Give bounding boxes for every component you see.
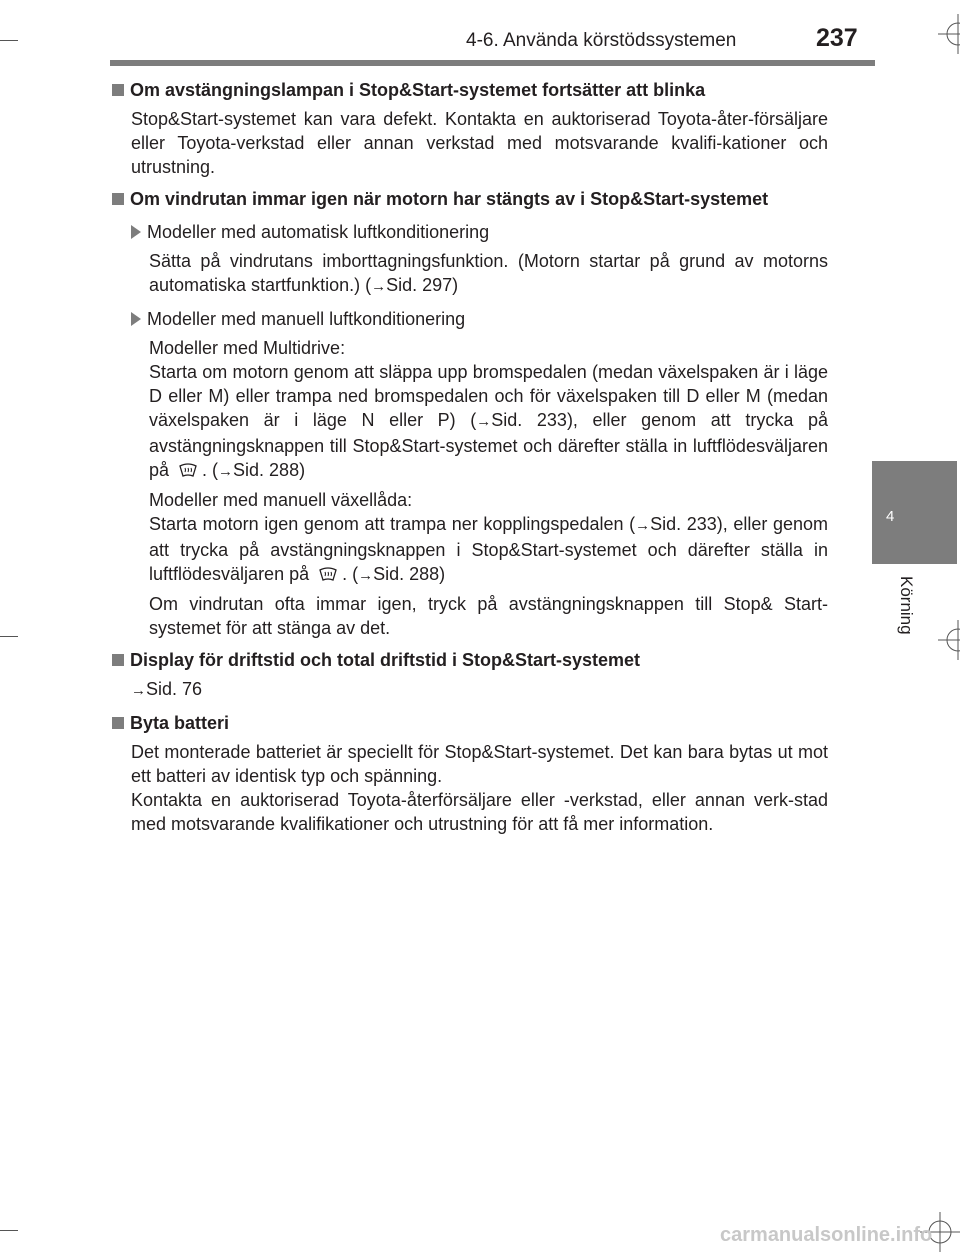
section-heading: Display för driftstid och total driftstid i Stop&Start-systemet	[112, 648, 828, 673]
section-body: Stop&Start-systemet kan vara defekt. Kontakta en auktoriserad Toyota-åter-försäljare eller Toyota-verkstad eller annan verkstad med motsvarande kvalifi-kationer och utrustning.	[131, 109, 828, 177]
chapter-number: 4	[886, 508, 895, 525]
registration-mark-icon	[938, 620, 960, 660]
subsection-title: Modeller med manuell luftkonditionering	[131, 307, 828, 332]
watermark: carmanualsonline.info	[720, 1224, 933, 1246]
triangle-bullet-icon	[131, 225, 141, 239]
bullet-square-icon	[112, 84, 124, 96]
crop-mark	[0, 40, 18, 41]
arrow-icon: →	[358, 567, 374, 584]
bullet-square-icon	[112, 654, 124, 666]
subsection-body: Modeller med manuell växellåda: Starta motorn igen genom att trampa ner kopplingspedalen (→Sid. 233), eller genom att trycka på avstängningsknappen i Stop&Start-systemet och därefter ställa in luftflödesväljaren på . (→Sid. 288)	[149, 490, 828, 584]
arrow-icon: →	[476, 413, 492, 430]
chapter-tab	[872, 461, 957, 564]
arrow-icon: →	[131, 682, 146, 699]
triangle-bullet-icon	[131, 312, 141, 326]
page-reference[interactable]: Sid. 297	[386, 275, 453, 295]
section-heading: Om vindrutan immar igen när motorn har stängts av i Stop&Start-systemet	[112, 187, 828, 212]
page-content	[112, 70, 828, 836]
page-number: 237	[816, 24, 858, 52]
section-body	[131, 677, 828, 703]
windshield-defroster-icon	[318, 566, 338, 584]
arrow-icon: →	[218, 463, 234, 480]
page-reference[interactable]: Sid. 76	[146, 679, 203, 699]
header-rule	[110, 60, 875, 66]
page-reference[interactable]: Sid. 288	[233, 460, 300, 480]
section-heading: Om avstängningslampan i Stop&Start-systemet fortsätter att blinka	[112, 78, 828, 103]
subsection-body: Sätta på vindrutans imborttagningsfunktion. (Motorn startar på grund av motorns automatiska startfunktion.) (→Sid. 297)	[149, 251, 828, 295]
page-reference[interactable]: Sid. 233	[650, 514, 717, 534]
section-title: 4-6. Använda körstödssystemen	[466, 30, 737, 51]
section-heading: Byta batteri	[112, 711, 828, 736]
subsection-title: Modeller med automatisk luftkonditionering	[131, 220, 828, 245]
bullet-square-icon	[112, 193, 124, 205]
registration-mark-icon	[938, 14, 960, 54]
page-reference[interactable]: Sid. 288	[373, 564, 440, 584]
chapter-label: Körning	[897, 576, 916, 635]
arrow-icon: →	[371, 278, 387, 295]
arrow-icon: →	[635, 517, 651, 534]
subsection-body: Om vindrutan ofta immar igen, tryck på avstängningsknappen till Stop& Start-systemet för att stänga av det.	[149, 594, 828, 638]
subsection-body: Modeller med Multidrive: Starta om motorn genom att släppa upp bromspedalen (medan växelspaken är i läge D eller M) eller trampa ned bromspedalen och för växelspaken till D eller M (medan växelspaken är i läge N eller P) (→Sid. 233), eller genom att trycka på avstängningsknappen till Stop&Start-systemet och därefter ställa in luftflödesväljaren på . (→Sid. 288)	[149, 338, 828, 480]
bullet-square-icon	[112, 717, 124, 729]
windshield-defroster-icon	[178, 462, 198, 480]
page-reference[interactable]: Sid. 233	[491, 410, 567, 430]
crop-mark	[0, 636, 18, 637]
section-body: Det monterade batteriet är speciellt för Stop&Start-systemet. Det kan bara bytas ut mot ett batteri av identisk typ och spänning. Kontakta en auktoriserad Toyota-återförsäljare eller -verkstad, eller annan verk-stad med motsvarande kvalifikationer och utrustning för att få mer information.	[131, 742, 828, 834]
crop-mark	[0, 1230, 18, 1231]
